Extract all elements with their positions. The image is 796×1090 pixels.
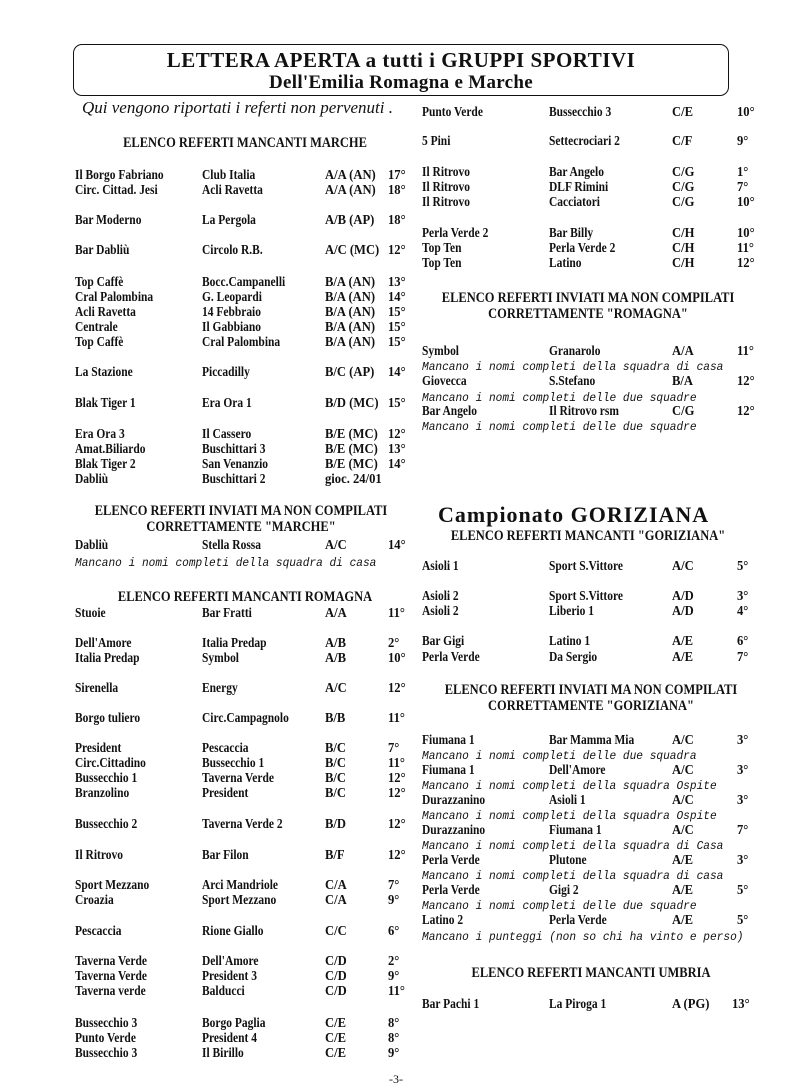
away-team: Perla Verde 2 (549, 241, 616, 256)
away-team: President (202, 786, 249, 801)
home-team: Bar Moderno (75, 213, 142, 228)
round: 10° (737, 105, 755, 120)
table-row (0, 997, 796, 1012)
round: 10° (737, 195, 755, 210)
home-team: Dell'Amore (75, 636, 132, 651)
group: B/A (AN) (325, 305, 376, 320)
round: 5° (737, 559, 749, 574)
home-team: Bar Dabliù (75, 243, 130, 258)
home-team: Top Ten (422, 256, 462, 271)
away-team: Asioli 1 (549, 793, 586, 808)
section-title-romagna: ELENCO REFERTI MANCANTI ROMAGNA (117, 589, 373, 605)
round: 18° (388, 213, 406, 228)
home-team: Circ.Cittadino (75, 756, 146, 771)
home-team: Taverna Verde (75, 954, 147, 969)
round: 12° (388, 848, 406, 863)
away-team: Cacciatori (549, 195, 601, 210)
round: 15° (388, 335, 406, 350)
away-team: Dell'Amore (202, 954, 259, 969)
away-team: Buschittari 3 (202, 442, 266, 457)
group: C/G (672, 165, 695, 180)
round: 12° (388, 786, 406, 801)
away-team: Italia Predap (202, 636, 267, 651)
group: A/C (672, 823, 694, 838)
away-team: G. Leopardi (202, 290, 262, 305)
note-text: Mancano i nomi completi delle due squadre (422, 420, 697, 434)
round: 5° (737, 883, 749, 898)
group: B/C (AP) (325, 365, 375, 380)
home-team: Bussecchio 2 (75, 817, 138, 832)
home-team: Il Borgo Fabriano (75, 168, 164, 183)
home-team: Blak Tiger 2 (75, 457, 136, 472)
note-text: Mancano i nomi completi della squadra di casa (422, 869, 724, 883)
group: A/E (672, 913, 694, 928)
round: 7° (388, 878, 400, 893)
group: B/A (AN) (325, 335, 376, 350)
round: 12° (388, 681, 406, 696)
round: 9° (388, 969, 400, 984)
away-team: Liberio 1 (549, 604, 594, 619)
away-team: Sport S.Vittore (549, 589, 623, 604)
round: 8° (388, 1016, 400, 1031)
table-row (0, 1046, 796, 1061)
group: A/E (672, 853, 694, 868)
table-row (0, 256, 796, 271)
group: B/A (672, 374, 694, 389)
table-row (0, 913, 796, 928)
home-team: Top Caffè (75, 275, 124, 290)
round: 11° (737, 241, 754, 256)
away-team: Il Cassero (202, 427, 252, 442)
round: 13° (388, 442, 406, 457)
away-team: Taverna Verde 2 (202, 817, 283, 832)
home-team: Latino 2 (422, 913, 464, 928)
away-team: President 4 (202, 1031, 257, 1046)
home-team: Perla Verde (422, 650, 480, 665)
round: 1° (737, 165, 749, 180)
intro-text: Qui vengono riportati i referti non pervenuti . (82, 98, 393, 117)
home-team: Bar Pachi 1 (422, 997, 480, 1012)
round: 9° (388, 893, 400, 908)
round: 12° (388, 427, 406, 442)
group: B/C (325, 786, 347, 801)
round: 3° (737, 853, 749, 868)
table-row (0, 793, 796, 808)
home-team: 5 Pini (422, 134, 451, 149)
away-team: La Piroga 1 (549, 997, 607, 1012)
away-team: Bar Mamma Mia (549, 733, 635, 748)
home-team: Taverna Verde (75, 969, 147, 984)
table-row (0, 634, 796, 649)
round: 13° (732, 997, 750, 1012)
round: 14° (388, 457, 406, 472)
away-team: Sport Mezzano (202, 893, 277, 908)
away-team: Il Birillo (202, 1046, 244, 1061)
home-team: Il Ritrovo (422, 195, 470, 210)
group: A/B (325, 651, 347, 666)
group: B/B (325, 711, 346, 726)
section-title-umbria: ELENCO REFERTI MANCANTI UMBRIA (471, 965, 711, 981)
group: B/C (325, 771, 347, 786)
round: 13° (388, 275, 406, 290)
section-title-goriziana: ELENCO REFERTI MANCANTI "GORIZIANA" (450, 528, 726, 544)
table-row (0, 853, 796, 868)
away-team: Arci Mandriole (202, 878, 278, 893)
away-team: Bar Billy (549, 226, 594, 241)
group: C/E (672, 105, 694, 120)
home-team: Fiumana 1 (422, 763, 475, 778)
table-row (0, 180, 796, 195)
table-row (0, 589, 796, 604)
away-team: Circolo R.B. (202, 243, 263, 258)
round: 10° (737, 226, 755, 241)
away-team: Bocc.Campanelli (202, 275, 286, 290)
away-team: S.Stefano (549, 374, 596, 389)
round: 18° (388, 183, 406, 198)
away-team: Era Ora 1 (202, 396, 252, 411)
home-team: Dabliù (75, 472, 109, 487)
round: 7° (388, 741, 400, 756)
away-team: Bar Fratti (202, 606, 252, 621)
home-team: Croazia (75, 893, 114, 908)
round: 3° (737, 763, 749, 778)
away-team: Plutone (549, 853, 587, 868)
table-row (0, 226, 796, 241)
away-team: Da Sergio (549, 650, 598, 665)
away-team: Latino 1 (549, 634, 591, 649)
home-team: Dabliù (75, 538, 109, 553)
group: A/A (AN) (325, 168, 376, 183)
group: B/F (325, 848, 345, 863)
group: C/E (325, 1046, 347, 1061)
table-row (0, 763, 796, 778)
group: C/H (672, 241, 695, 256)
table-row (0, 275, 796, 290)
table-row (0, 344, 796, 359)
group: A/D (672, 604, 694, 619)
round: 7° (737, 180, 749, 195)
round: 12° (388, 771, 406, 786)
table-row (0, 823, 796, 838)
home-team: Bar Gigi (422, 634, 465, 649)
home-team: Giovecca (422, 374, 467, 389)
table-row (0, 472, 796, 487)
home-team: La Stazione (75, 365, 133, 380)
away-team: Stella Rossa (202, 538, 262, 553)
section-title-romagna-nc: ELENCO REFERTI INVIATI MA NON COMPILATI (441, 290, 735, 306)
round: 7° (737, 823, 749, 838)
group: A/E (672, 650, 694, 665)
goriziana-heading: Campionato GORIZIANA (438, 502, 710, 527)
away-team: President 3 (202, 969, 257, 984)
round: 4° (737, 604, 749, 619)
group: gioc. 24/01 (325, 472, 382, 487)
home-team: Fiumana 1 (422, 733, 475, 748)
home-team: Punto Verde (75, 1031, 136, 1046)
home-team: Asioli 1 (422, 559, 459, 574)
away-team: Piccadilly (202, 365, 250, 380)
home-team: Il Ritrovo (422, 165, 470, 180)
table-row (0, 374, 796, 389)
away-team: Sport S.Vittore (549, 559, 623, 574)
away-team: San Venanzio (202, 457, 269, 472)
home-team: Bar Angelo (422, 404, 477, 419)
home-team: Cral Palombina (75, 290, 154, 305)
round: 8° (388, 1031, 400, 1046)
note-text: Mancano i nomi completi delle due squadre (422, 899, 697, 913)
away-team: Energy (202, 681, 238, 696)
group: C/H (672, 256, 695, 271)
away-team: Circ.Campagnolo (202, 711, 289, 726)
section-title-marche-nc: ELENCO REFERTI INVIATI MA NON COMPILATI (94, 503, 388, 519)
away-team: Bussecchio 3 (549, 105, 612, 120)
table-row (0, 320, 796, 335)
table-row (0, 556, 796, 574)
home-team: Symbol (422, 344, 460, 359)
away-team: Buschittari 2 (202, 472, 266, 487)
header-title: LETTERA APERTA a tutti i GRUPPI SPORTIVI (166, 48, 636, 72)
group: B/A (AN) (325, 275, 376, 290)
round: 11° (388, 711, 405, 726)
home-team: Borgo tuliero (75, 711, 141, 726)
group: A/A (AN) (325, 183, 376, 198)
table-row (0, 733, 796, 748)
away-team: La Pergola (202, 213, 256, 228)
round: 10° (388, 651, 406, 666)
group: C/A (325, 893, 347, 908)
round: 3° (737, 793, 749, 808)
group: B/A (AN) (325, 290, 376, 305)
home-team: Amat.Biliardo (75, 442, 146, 457)
group: C/D (325, 969, 347, 984)
section-title-goriziana-nc: ELENCO REFERTI INVIATI MA NON COMPILATI (444, 682, 738, 698)
group: A/C (325, 681, 347, 696)
group: B/D (MC) (325, 396, 379, 411)
group: A/B (AP) (325, 213, 375, 228)
home-team: Branzolino (75, 786, 130, 801)
away-team: Acli Ravetta (202, 183, 263, 198)
group: B/D (325, 817, 347, 832)
group: A/E (672, 883, 694, 898)
group: C/A (325, 878, 347, 893)
group: A/C (672, 733, 694, 748)
home-team: Stuoie (75, 606, 106, 621)
table-row (0, 195, 796, 210)
table-row (0, 650, 796, 665)
round: 12° (388, 817, 406, 832)
note-text: Mancano i nomi completi della squadra di casa (422, 360, 724, 374)
round: 3° (737, 733, 749, 748)
group: B/C (325, 756, 347, 771)
table-row (0, 457, 796, 472)
away-team: Taverna Verde (202, 771, 274, 786)
away-team: Dell'Amore (549, 763, 606, 778)
round: 15° (388, 396, 406, 411)
note-text: Mancano i nomi completi della squadra di Casa (422, 839, 724, 853)
round: 11° (388, 984, 405, 999)
table-row (0, 1031, 796, 1046)
away-team: Symbol (202, 651, 240, 666)
round: 15° (388, 320, 406, 335)
note-text: Mancano i nomi completi delle due squadre (422, 391, 697, 405)
home-team: Sirenella (75, 681, 119, 696)
round: 2° (388, 636, 400, 651)
home-team: Bussecchio 3 (75, 1016, 138, 1031)
section-title-romagna-nc-2: CORRETTAMENTE "ROMAGNA" (488, 306, 688, 322)
group: A/D (672, 589, 694, 604)
away-team: Settecrociari 2 (549, 134, 620, 149)
round: 12° (388, 243, 406, 258)
round: 12° (737, 374, 755, 389)
round: 9° (388, 1046, 400, 1061)
round: 2° (388, 954, 400, 969)
group: A/A (672, 344, 694, 359)
group: B/E (MC) (325, 427, 378, 442)
away-team: Borgo Paglia (202, 1016, 266, 1031)
home-team: Asioli 2 (422, 589, 459, 604)
section-title-goriziana-nc-2: CORRETTAMENTE "GORIZIANA" (488, 698, 694, 714)
round: 9° (737, 134, 749, 149)
round: 15° (388, 305, 406, 320)
away-team: Granarolo (549, 344, 601, 359)
round: 7° (737, 650, 749, 665)
table-row (0, 241, 796, 256)
away-team: Gigi 2 (549, 883, 579, 898)
home-team: Il Ritrovo (422, 180, 470, 195)
group: C/C (325, 924, 347, 939)
home-team: Il Ritrovo (75, 848, 123, 863)
home-team: Blak Tiger 1 (75, 396, 136, 411)
away-team: Cral Palombina (202, 335, 281, 350)
note-text: Mancano i nomi completi della squadra di casa (75, 556, 377, 570)
group: C/E (325, 1031, 347, 1046)
away-team: Il Gabbiano (202, 320, 262, 335)
away-team: Latino (549, 256, 582, 271)
round: 12° (737, 256, 755, 271)
away-team: Pescaccia (202, 741, 249, 756)
table-row (0, 1016, 796, 1031)
away-team: Fiumana 1 (549, 823, 602, 838)
group: A/E (672, 634, 694, 649)
table-row (0, 404, 796, 419)
home-team: Sport Mezzano (75, 878, 150, 893)
round: 12° (737, 404, 755, 419)
round: 3° (737, 589, 749, 604)
away-team: Bussecchio 1 (202, 756, 265, 771)
note-text: Mancano i punteggi (non so chi ha vinto e perso) (422, 930, 744, 944)
away-team: Balducci (202, 984, 245, 999)
round: 11° (388, 756, 405, 771)
page-number: -3- (389, 1072, 403, 1086)
away-team: DLF Rimini (549, 180, 609, 195)
group: A/C (672, 793, 694, 808)
home-team: Perla Verde (422, 853, 480, 868)
group: A/C (672, 559, 694, 574)
header-box (73, 44, 729, 96)
round: 14° (388, 290, 406, 305)
away-team: Perla Verde (549, 913, 607, 928)
home-team: Perla Verde (422, 883, 480, 898)
group: C/G (672, 180, 695, 195)
home-team: Asioli 2 (422, 604, 459, 619)
round: 17° (388, 168, 406, 183)
home-team: President (75, 741, 122, 756)
away-team: Club Italia (202, 168, 256, 183)
group: C/G (672, 404, 695, 419)
home-team: Centrale (75, 320, 118, 335)
group: A/C (672, 763, 694, 778)
group: C/H (672, 226, 695, 241)
home-team: Bussecchio 3 (75, 1046, 138, 1061)
away-team: Rione Giallo (202, 924, 264, 939)
group: C/D (325, 954, 347, 969)
home-team: Circ. Cittad. Jesi (75, 183, 158, 198)
round: 11° (737, 344, 754, 359)
note-text: Mancano i nomi completi della squadra Ospite (422, 779, 717, 793)
section-title-marche-nc-2: CORRETTAMENTE "MARCHE" (146, 519, 336, 535)
round: 14° (388, 538, 406, 553)
round: 6° (388, 924, 400, 939)
table-row (0, 442, 796, 457)
round: 14° (388, 365, 406, 380)
home-team: Era Ora 3 (75, 427, 125, 442)
group: B/E (MC) (325, 442, 378, 457)
table-row (0, 134, 796, 149)
group: B/A (AN) (325, 320, 376, 335)
home-team: Durazzanino (422, 793, 486, 808)
home-team: Perla Verde 2 (422, 226, 489, 241)
section-title-marche: ELENCO REFERTI MANCANTI MARCHE (123, 135, 367, 151)
note-text: Mancano i nomi completi della squadra Ospite (422, 809, 717, 823)
home-team: Bussecchio 1 (75, 771, 138, 786)
home-team: Italia Predap (75, 651, 140, 666)
home-team: Top Caffè (75, 335, 124, 350)
table-row (0, 165, 796, 180)
home-team: Acli Ravetta (75, 305, 136, 320)
home-team: Durazzanino (422, 823, 486, 838)
round: 5° (737, 913, 749, 928)
table-row (0, 883, 796, 898)
group: C/F (672, 134, 693, 149)
group: C/E (325, 1016, 347, 1031)
group: A/A (325, 606, 347, 621)
note-text: Mancano i nomi completi delle due squadra (422, 749, 697, 763)
round: 11° (388, 606, 405, 621)
away-team: Bar Filon (202, 848, 249, 863)
away-team: Bar Angelo (549, 165, 604, 180)
group: A/C (325, 538, 347, 553)
group: A/B (325, 636, 347, 651)
home-team: Punto Verde (422, 105, 483, 120)
group: B/E (MC) (325, 457, 378, 472)
home-team: Pescaccia (75, 924, 122, 939)
group: C/G (672, 195, 695, 210)
away-team: 14 Febbraio (202, 305, 262, 320)
group: C/D (325, 984, 347, 999)
round: 6° (737, 634, 749, 649)
home-team: Top Ten (422, 241, 462, 256)
away-team: Il Ritrovo rsm (549, 404, 619, 419)
group: A (PG) (672, 997, 710, 1012)
table-row (0, 604, 796, 619)
header-subtitle: Dell'Emilia Romagna e Marche (269, 72, 533, 93)
group: B/C (325, 741, 347, 756)
home-team: Taverna verde (75, 984, 146, 999)
group: A/C (MC) (325, 243, 380, 258)
table-row (0, 105, 796, 120)
